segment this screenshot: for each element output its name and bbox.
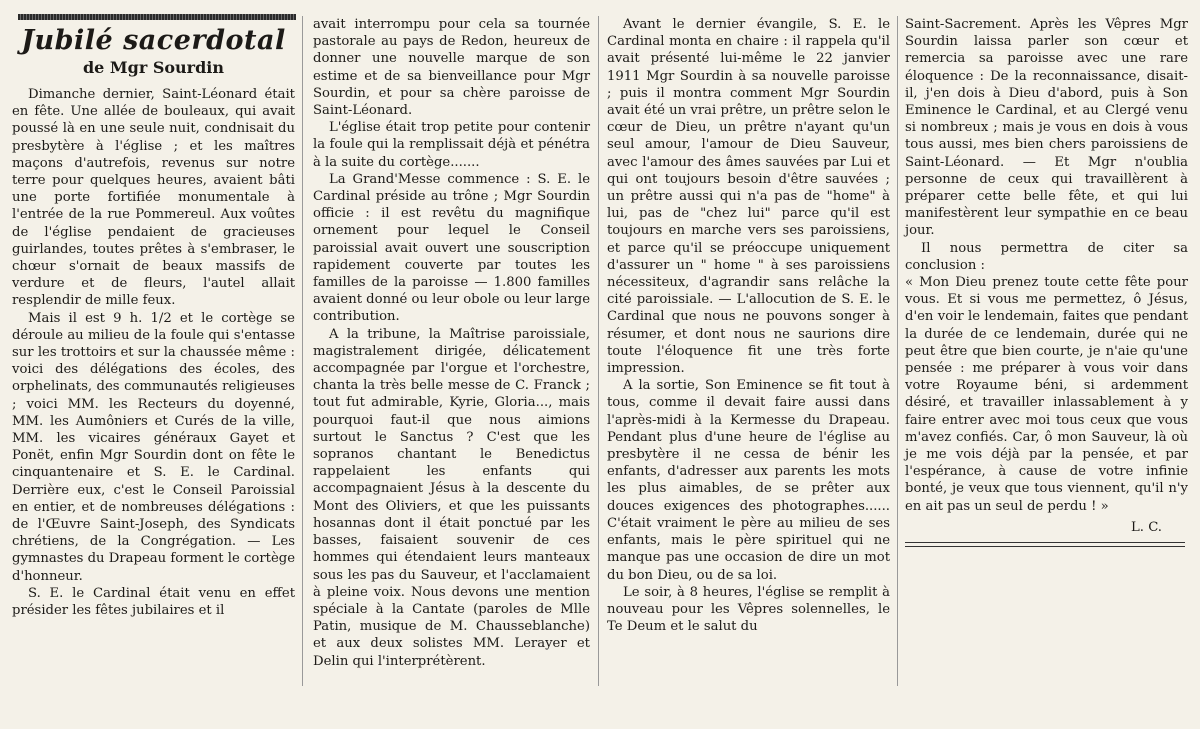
paragraph: « Mon Dieu prenez toute cette fête pour vous. Et si vous me permettez, ô Jésus, d'en voir le lendemain, faites que pendant la durée de ce lendemain, durée qui ne peut être que bien courte, je n'aie qu'une pensée : me préparer à vous voir dans votre Royaume béni, si ardemment désiré, et travailler inlassablement à y faire entrer avec moi tous ceux que vous m'avez confiés. Car, ô mon Sauveur, là où je me vois déjà par la pensée, et par l'espérance, à cause de votre infinie bonté, je veux que tous viennent, qu'il n'y en ait pas un seul de perdu ! »: [905, 275, 1188, 514]
paragraph: L'église était trop petite pour contenir la foule qui la remplissait déjà et pénétra à la suite du cortège.......: [313, 120, 590, 170]
paragraph: Le soir, à 8 heures, l'église se remplit à nouveau pour les Vêpres solennelles, le Te Deum et le salut du: [607, 584, 890, 635]
column-divider: [302, 16, 303, 686]
article-column-4: [905, 16, 1188, 547]
column-divider: [897, 16, 898, 686]
paragraph: Dimanche dernier, Saint-Léonard était en fête. Une allée de bouleaux, qui avait poussé là en une seule nuit, condnisait du presbytère à l'église ; et les maîtres maçons d'autrefois, revenus sur notre terre pour quelques heures, avaient bâti une porte fortifiée monumentale à l'entrée de la rue Pommereul. Aux voûtes de l'église pendaient de gracieuses guirlandes, toutes prêtes à s'embraser, le chœur s'ornait de beaux massifs de verdure et de fleurs, l'autel allait resplendir de mille feux.: [12, 87, 295, 309]
article-column-2: [313, 16, 590, 670]
paragraph: Il nous permettra de citer sa conclusion :: [905, 240, 1188, 273]
paragraph: Saint-Sacrement. Après les Vêpres Mgr Sourdin laissa parler son cœur et remercia sa paroisse avec une rare éloquence : De la reconnaissance, disait-il, j'en dois à Dieu d'abord, puis à Son Eminence le Cardinal, et au Clergé venu si nombreux ; mais je vous en dois à vous tous aussi, mes bien chers paroissiens de Saint-Léonard. — Et Mgr n'oublia personne de ceux qui travaillèrent à préparer cette belle fête, et qui lui manifestèrent leur sympathie en ce beau jour.: [905, 17, 1188, 239]
article-column-1: [12, 14, 295, 619]
paragraph: A la tribune, la Maîtrise paroissiale, magistralement dirigée, délicatement accompagnée par l'orgue et l'orchestre, chanta la très belle messe de C. Franck ; tout fut admirable, Kyrie, Gloria..., mais pourquoi faut-il que nous aimions surtout le Sanctus ? C'est que les sopranos chantant le Benedictus rappelaient les enfants qui accompagnaient Jésus à la descente du Mont des Oliviers, et que les puissants hosannas dont il était ponctué par les basses, faisaient souvenir de ces hommes qui étendaient leurs manteaux sous les pas du Sauveur, et l'acclamaient à pleine voix. Nous devons une mention spéciale à la Cantate (paroles de Mlle Patin, musique de M. Chausseblanche) et aux deux solistes MM. Lerayer et Delin qui l'interprétèrent.: [313, 326, 590, 669]
paragraph: Mais il est 9 h. 1/2 et le cortège se déroule au milieu de la foule qui s'entasse sur les trottoirs et sur la chaussée même : voici des délégations des écoles, des orphelinats, des communautés religieuses ; voici MM. les Recteurs du doyenné, MM. les Aumôniers et Curés de la ville, MM. les vicaires généraux Gayet et Ponët, enfin Mgr Sourdin dont on fête le cinquantenaire et S. E. le Cardinal. Derrière eux, c'est le Conseil Paroissial en entier, et de nombreuses délégations : de l'Œuvre Saint-Joseph, des Syndicats chrétiens, de la Congrégation. — Les gymnastes du Drapeau forment le cortège d'honneur.: [12, 310, 295, 584]
paragraph: A la sortie, Son Eminence se fit tout à tous, comme il devait faire aussi dans l'après-midi à la Kermesse du Drapeau. Pendant plus d'une heure de l'église au presbytère il ne cessa de bénir les enfants, d'adresser aux parents les mots les plus aimables, de se prêter aux douces exigences des photographes...... C'était vraiment le père au milieu de ses enfants, mais le père spirituel qui ne manque pas une occasion de dire un mot du bon Dieu, ou de sa loi.: [607, 378, 890, 583]
article-column-3: [607, 16, 890, 635]
author-signature: L. C.: [1131, 519, 1162, 535]
paragraph: Avant le dernier évangile, S. E. le Cardinal monta en chaire : il rappela qu'il avait présenté lui-même le 22 janvier 1911 Mgr Sourdin à sa nouvelle paroisse ; puis il montra comment Mgr Sourdin avait été un vrai prêtre, un prêtre selon le cœur de Dieu, un prêtre n'ayant qu'un seul amour, l'amour de Dieu Sauveur, avec l'amour des âmes sauvées par Lui et qui ont toujours besoin d'être sauvées ; un prêtre aussi qui n'a pas de "home" à lui, pas de "chez lui" parce qu'il est toujours en marche vers ses paroissiens, et parce qu'il se préoccupe uniquement d'assurer un " home " à ses paroissiens nécessiteux, d'agrandir sans relâche la cité paroissiale. — L'allocution de S. E. le Cardinal que nous ne pouvons songer à résumer, et dont nous ne saurions dire toute l'éloquence fit une très forte impression.: [607, 17, 890, 377]
article-subtitle: de Mgr Sourdin: [82, 58, 225, 77]
paragraph: La Grand'Messe commence : S. E. le Cardinal préside au trône ; Mgr Sourdin officie : il est revêtu du magnifique ornement pour lequel le Conseil paroissial avait ouvert une souscription rapidement couverte par toutes les familles de la paroisse — 1.800 familles avaient donné ou leur obole ou leur large contribution.: [313, 171, 590, 325]
paragraph: avait interrompu pour cela sa tournée pastorale au pays de Redon, heureux de donner une nouvelle marque de son estime et de sa bienveillance pour Mgr Sourdin, et pour sa chère paroisse de Saint-Léonard.: [313, 17, 590, 119]
top-rule: [18, 14, 296, 20]
article-title: Jubilé sacerdotal: [21, 25, 286, 56]
end-rule: [905, 542, 1185, 547]
column-divider: [598, 16, 599, 686]
paragraph: S. E. le Cardinal était venu en effet présider les fêtes jubilaires et il: [12, 585, 295, 619]
